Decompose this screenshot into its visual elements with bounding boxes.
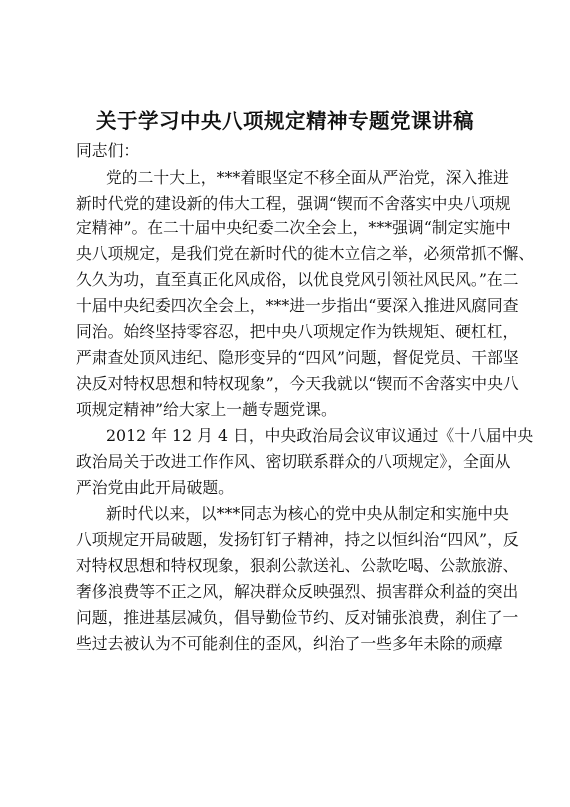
paragraph-3-line-6: 些过去被认为不可能刹住的歪风，纠治了一些多年未除的顽瘴 (76, 634, 503, 653)
paragraph-3-line-2: 八项规定开局破题，发扬钉钉子精神，持之以恒纠治“四风”，反 (76, 530, 519, 549)
paragraph-1-line-10: 项规定精神”给大家上一趟专题党课。 (76, 400, 337, 419)
paragraph-1-line-1: 党的二十大上，***着眼坚定不移全面从严治党，深入推进 (106, 168, 509, 187)
paragraph-3-line-4: 奢侈浪费等不正之风，解决群众反映强烈、损害群众利益的突出 (76, 582, 519, 601)
paragraph-1-line-5: 久久为功，直至真正化风成俗，以优良党风引领社风民风。”在二 (76, 270, 519, 289)
paragraph-1-line-9: 决反对特权思想和特权现象”，今天我就以“锲而不舍落实中央八 (76, 374, 519, 393)
paragraph-1-line-3: 定精神”。在二十届中央纪委二次全会上，***强调“制定实施中 (76, 218, 511, 237)
paragraph-1-line-8: 严肃查处顶风违纪、隐形变异的“四风”问题，督促党员、干部坚 (76, 348, 519, 367)
paragraph-2-line-1: 2012 年 12 月 4 日，中央政治局会议审议通过《十八届中央 (106, 426, 534, 445)
paragraph-2-line-3: 严治党由此开局破题。 (76, 478, 234, 497)
paragraph-1-line-4: 央八项规定，是我们党在新时代的徙木立信之举，必须常抓不懈、 (76, 244, 535, 263)
paragraph-3-line-1: 新时代以来，以***同志为核心的党中央从制定和实施中央 (106, 504, 509, 523)
paragraph-1-line-6: 十届中央纪委四次全会上，***进一步指出“要深入推进风腐同查 (76, 296, 519, 315)
paragraph-1-line-7: 同治。始终坚持零容忍，把中央八项规定作为铁规矩、硬杠杠， (76, 322, 519, 341)
document-title: 关于学习中央八项规定精神专题党课讲稿 (96, 109, 474, 133)
salutation: 同志们： (76, 141, 140, 160)
paragraph-3-line-5: 问题，推进基层减负，倡导勤俭节约、反对铺张浪费，刹住了一 (76, 608, 519, 627)
paragraph-3-line-3: 对特权思想和特权现象，狠刹公款送礼、公款吃喝、公款旅游、 (76, 556, 519, 575)
paragraph-2-line-2: 政治局关于改进工作作风、密切联系群众的八项规定》，全面从 (76, 452, 511, 471)
paragraph-1-line-2: 新时代党的建设新的伟大工程，强调“锲而不舍落实中央八项规 (76, 194, 511, 213)
